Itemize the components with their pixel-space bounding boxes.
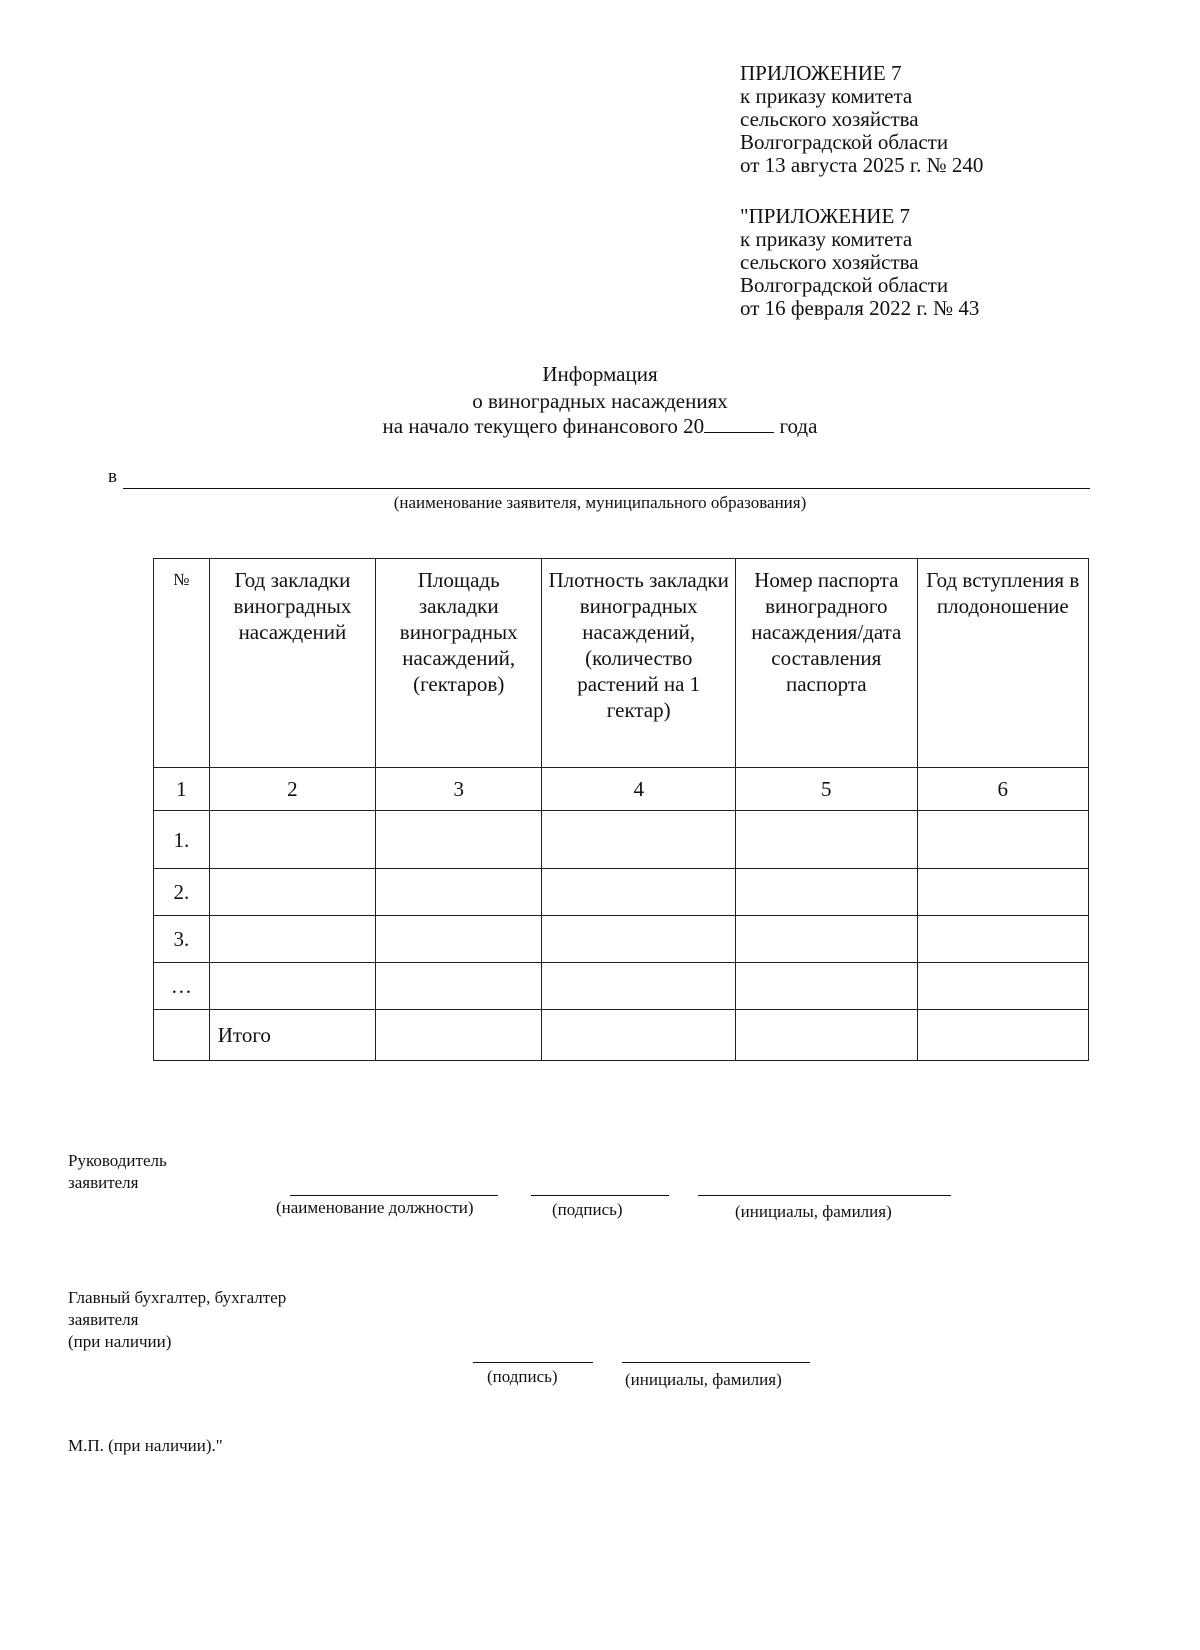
column-number-row: [154, 768, 1089, 811]
chief-label-line2: заявителя: [68, 1310, 139, 1329]
header-fruiting-year: Год вступления в плодоношение: [917, 559, 1088, 768]
head-label-line2: заявителя: [68, 1173, 139, 1192]
chief-label-line1: Главный бухгалтер, бухгалтер: [68, 1288, 287, 1307]
appendix-previous-line1: к приказу комитета: [740, 227, 913, 251]
table-header-row: [154, 559, 1089, 768]
appendix-current-line2: сельского хозяйства: [740, 107, 919, 131]
year-blank-field[interactable]: [704, 414, 774, 433]
head-position-field[interactable]: [290, 1195, 498, 1196]
head-caption-signature: (подпись): [552, 1200, 623, 1219]
table-cell: [154, 1010, 210, 1061]
table-total-row: [154, 1010, 1089, 1061]
head-label-line1: Руководитель: [68, 1151, 167, 1170]
column-number: 4: [542, 768, 736, 811]
appendix-previous-line2: сельского хозяйства: [740, 250, 919, 274]
head-caption-name: (инициалы, фамилия): [735, 1202, 892, 1221]
column-number: 1: [154, 768, 210, 811]
table-cell[interactable]: [209, 916, 375, 963]
vineyard-table: [153, 558, 1089, 1061]
header-planting-year: Год закладки виноградных насаждений: [209, 559, 375, 768]
total-label: Итого: [209, 1010, 375, 1061]
document-title-line2: о виноградных насаждениях: [472, 389, 728, 413]
appendix-previous-title: "ПРИЛОЖЕНИЕ 7: [740, 204, 911, 228]
document-title: [0, 362, 1200, 387]
row-number: 1.: [154, 811, 210, 869]
table-cell[interactable]: [736, 869, 918, 916]
appendix-current-line1: к приказу комитета: [740, 84, 913, 108]
appendix-current-line3: Волгоградской области: [740, 130, 949, 154]
table-cell[interactable]: [917, 811, 1088, 869]
row-number: 2.: [154, 869, 210, 916]
header-number: №: [154, 559, 210, 768]
table-cell[interactable]: [542, 963, 736, 1010]
table-cell[interactable]: [917, 916, 1088, 963]
column-number: 6: [917, 768, 1088, 811]
table-cell[interactable]: [209, 811, 375, 869]
applicant-prefix: в: [108, 466, 117, 487]
table-cell[interactable]: [376, 963, 542, 1010]
appendix-previous-line4: от 16 февраля 2022 г. № 43: [740, 296, 980, 320]
table-cell[interactable]: [209, 963, 375, 1010]
table-cell[interactable]: [736, 1010, 918, 1061]
column-number: 5: [736, 768, 918, 811]
head-signature-field[interactable]: [531, 1195, 669, 1196]
table-cell[interactable]: [917, 1010, 1088, 1061]
chief-signature-field[interactable]: [473, 1362, 593, 1363]
chief-caption-signature: (подпись): [487, 1367, 558, 1386]
table-cell[interactable]: [917, 963, 1088, 1010]
stamp-note: М.П. (при наличии).": [68, 1436, 223, 1455]
table-row: [154, 963, 1089, 1010]
chief-accountant-label: [68, 1287, 286, 1353]
table-cell[interactable]: [542, 811, 736, 869]
appendix-current-line4: от 13 августа 2025 г. № 240: [740, 153, 984, 177]
table-row: [154, 869, 1089, 916]
appendix-current-title: ПРИЛОЖЕНИЕ 7: [740, 61, 902, 85]
column-number: 3: [376, 768, 542, 811]
appendix-current-block: [740, 62, 983, 177]
head-signature-label: [68, 1150, 167, 1194]
table-cell[interactable]: [736, 811, 918, 869]
table-cell[interactable]: [376, 869, 542, 916]
table-cell[interactable]: [542, 869, 736, 916]
table-cell[interactable]: [917, 869, 1088, 916]
table-cell[interactable]: [376, 1010, 542, 1061]
header-density: Плотность закладки виноградных насаждений, (количество растений на 1 гектар): [542, 559, 736, 768]
table-cell[interactable]: [376, 916, 542, 963]
header-area: Площадь закладки виноградных насаждений, (гектаров): [376, 559, 542, 768]
table-cell[interactable]: [209, 869, 375, 916]
row-number: …: [154, 963, 210, 1010]
table-cell[interactable]: [542, 1010, 736, 1061]
applicant-caption: (наименование заявителя, муниципального образования): [393, 493, 807, 512]
appendix-previous-block: [740, 205, 979, 320]
table-row: [154, 811, 1089, 869]
head-caption-position: (наименование должности): [276, 1198, 474, 1217]
chief-caption-name: (инициалы, фамилия): [625, 1370, 782, 1389]
table-cell[interactable]: [542, 916, 736, 963]
applicant-name-field[interactable]: [123, 488, 1090, 489]
header-passport: Номер паспорта виноградного насаждения/дата составления паспорта: [736, 559, 918, 768]
chief-label-line3: (при наличии): [68, 1332, 172, 1351]
title-year-prefix: на начало текущего финансового 20: [382, 414, 705, 438]
table-cell[interactable]: [736, 916, 918, 963]
head-name-field[interactable]: [698, 1195, 951, 1196]
document-title-line1: Информация: [542, 362, 658, 386]
table-cell[interactable]: [736, 963, 918, 1010]
title-year-suffix: года: [779, 414, 818, 438]
row-number: 3.: [154, 916, 210, 963]
column-number: 2: [209, 768, 375, 811]
document-title-line3: [0, 414, 1200, 439]
table-row: [154, 916, 1089, 963]
appendix-previous-line3: Волгоградской области: [740, 273, 949, 297]
chief-name-field[interactable]: [622, 1362, 810, 1363]
table-cell[interactable]: [376, 811, 542, 869]
